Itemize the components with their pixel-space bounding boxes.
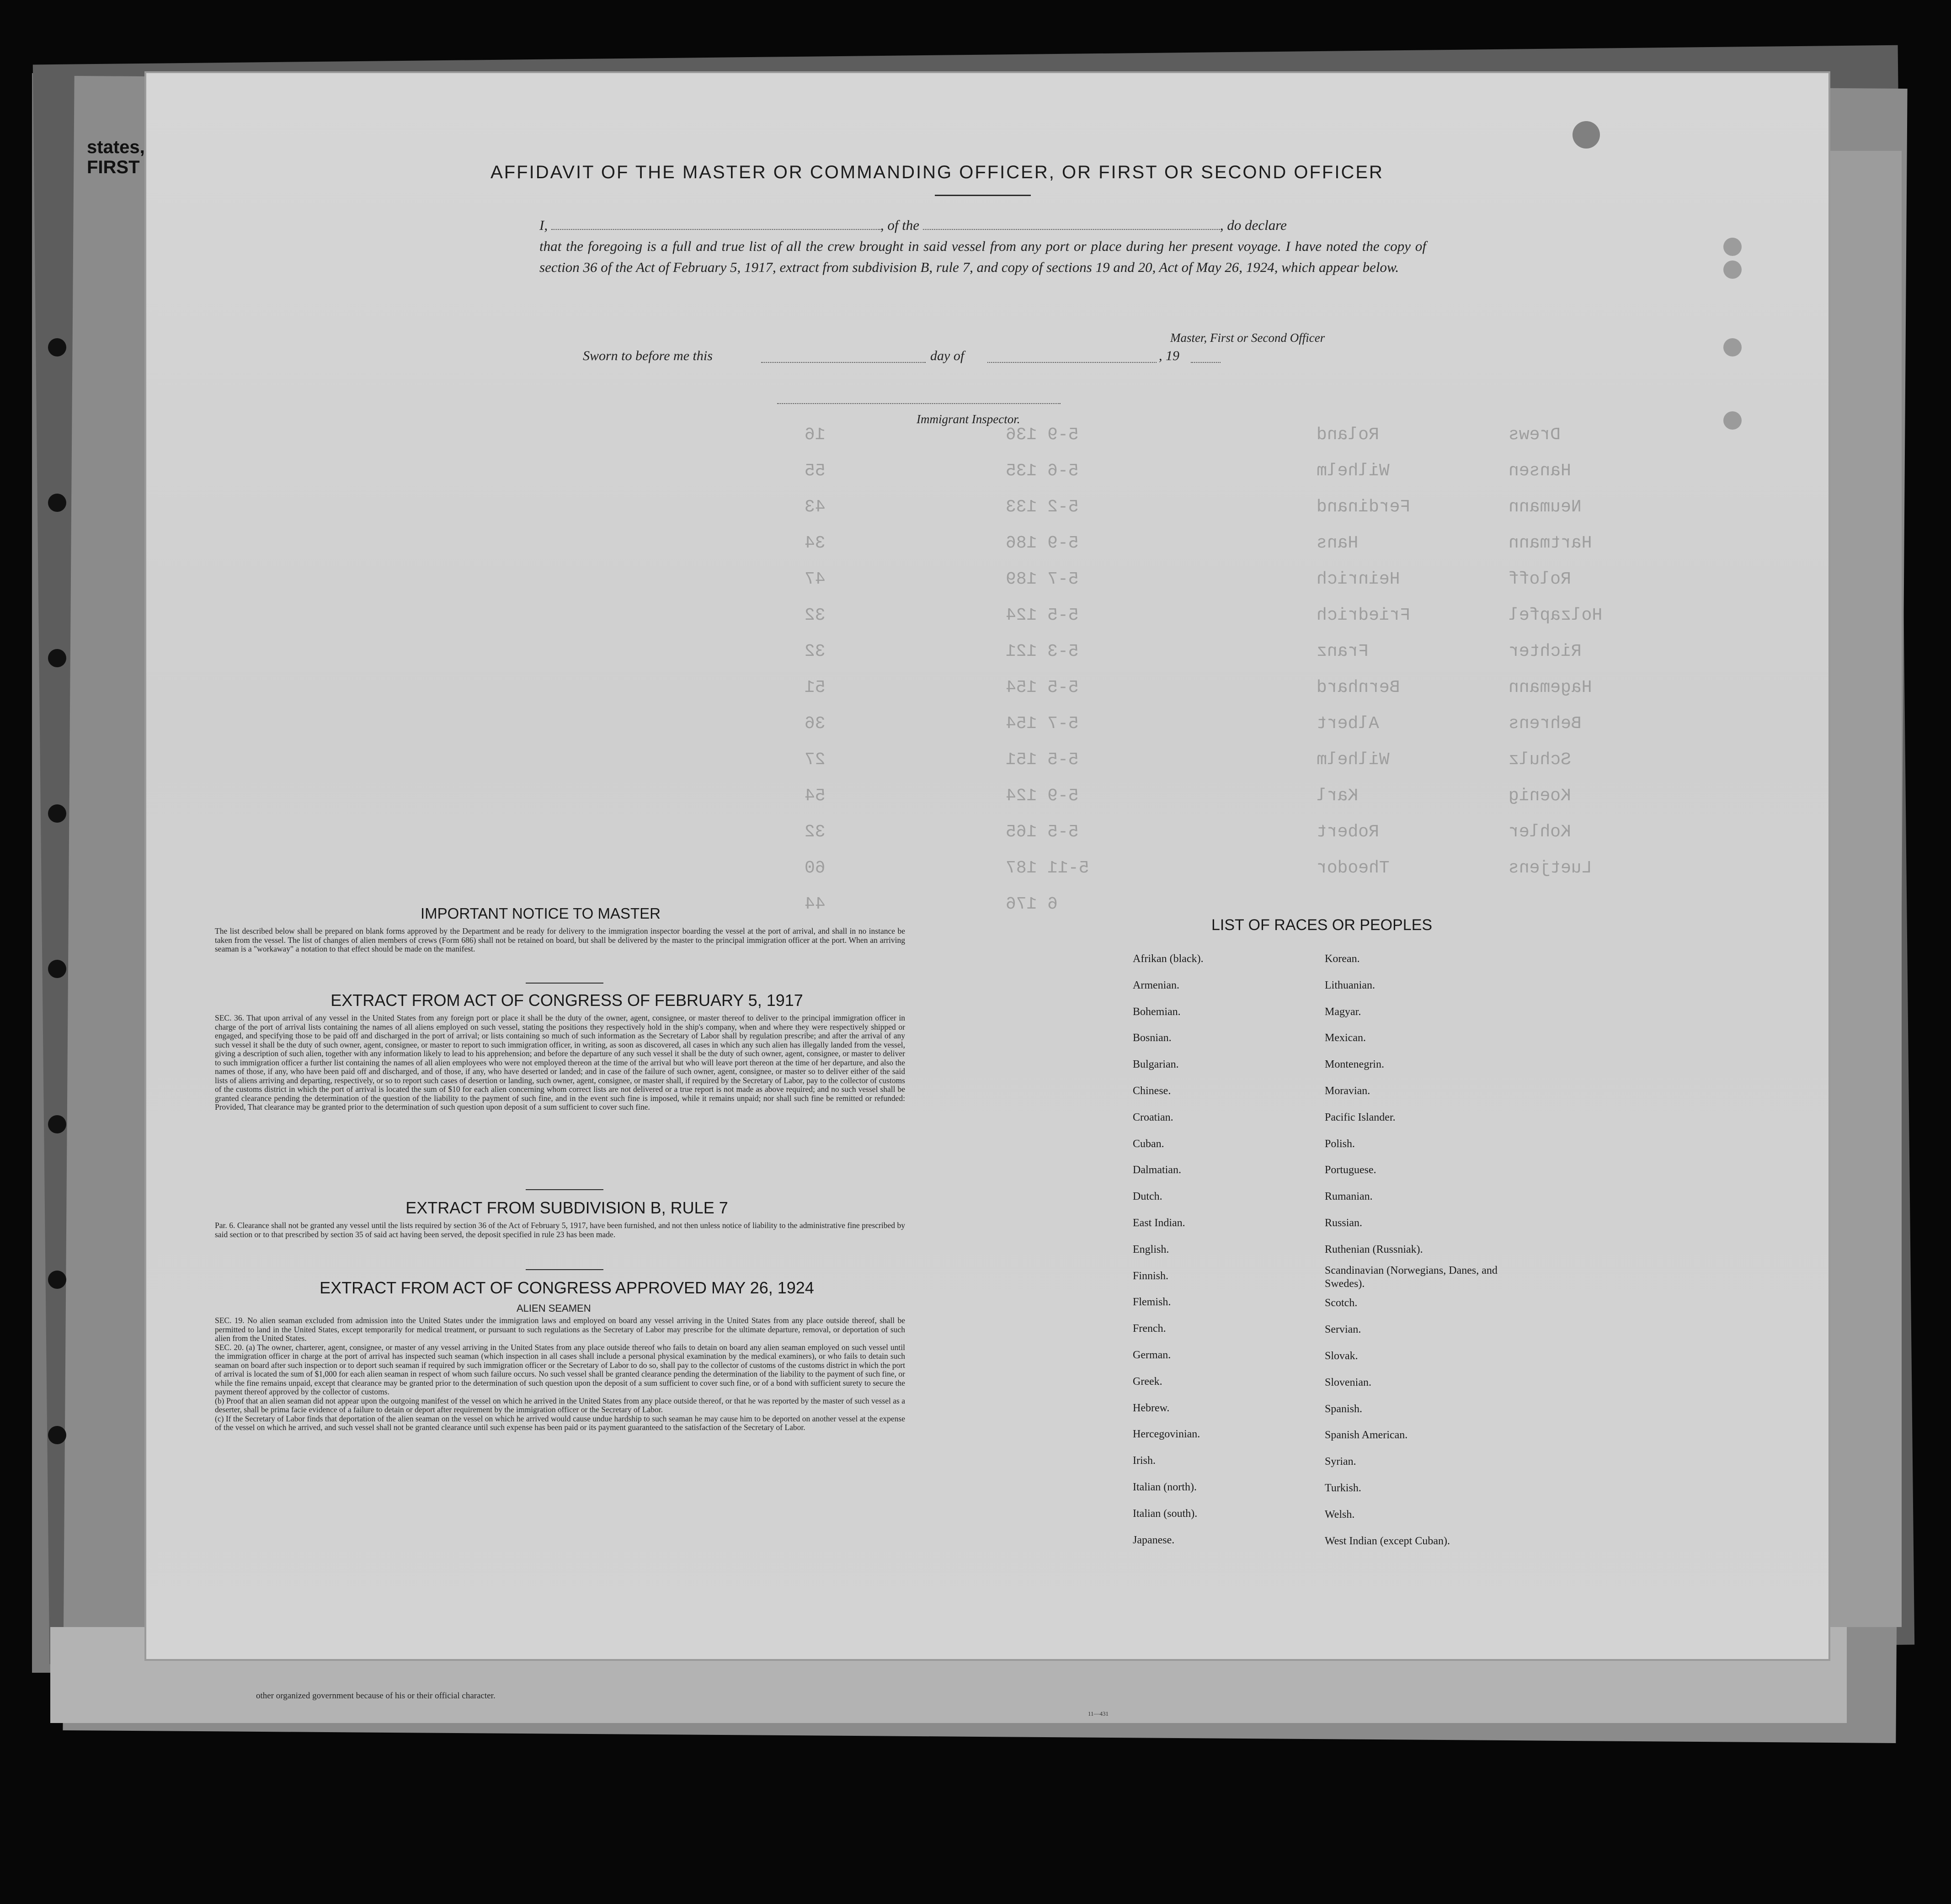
race-item: Bosnian. bbox=[1133, 1032, 1172, 1044]
declaration-body: that the foregoing is a full and true list of all the crew brought in said vessel from any port or place during her present voyage. I have noted the copy of section 36 of the Act of February 5, 1917, extract from subdivision B, rule 7, and copy of sections 19 and 20, Act of May 26, 1924, which appear below. bbox=[539, 238, 1426, 275]
race-item: Montenegrin. bbox=[1325, 1058, 1384, 1071]
bleed-through-entry: 5-5 154 bbox=[1006, 678, 1079, 697]
race-item: Dalmatian. bbox=[1133, 1164, 1181, 1176]
form-number: 11—431 bbox=[1088, 1710, 1109, 1717]
races-title: LIST OF RACES OR PEOPLES bbox=[1211, 916, 1433, 934]
race-item: Polish. bbox=[1325, 1138, 1355, 1150]
bleed-through-entry: 43 bbox=[805, 497, 826, 517]
left-strip-text bbox=[87, 137, 145, 177]
bleed-through-entry: Hans bbox=[1317, 533, 1359, 553]
bleed-through-entry: 60 bbox=[805, 858, 826, 878]
notice-title: IMPORTANT NOTICE TO MASTER bbox=[421, 905, 661, 922]
extract-1917-text: SEC. 36. That upon arrival of any vessel in the United States from any foreign port or place it shall be the duty of the owner, agent, consignee, or master thereof to deliver to the principal immigration officer in charge of the port of arrival lists containing the names of all aliens employed on such vessel, stating the positions they respectively hold in the ship's company, when and where they were respectively shipped or engaged, and specifying those to be paid off and discharged in the port of arrival; or lists containing so much of such information as the Secretary of Labor shall by regulation prescribe; and after the arrival of any such vessel it shall be the duty of such owner, agent, consignee, or master to report to such immigration officer, in writing, as soon as discovered, all cases in which any such alien has illegally landed from the vessel, giving a description of such alien, together with any information likely to lead to his apprehension; and before the departure of any such vessel it shall be the duty of such owner, agent, consignee, or master to deliver to such immigration officer a further list containing the names of all alien employees who were not employed thereon at the time of the arrival but who will leave port thereon at the time of her departure, and also the names of those, if any, who have been paid off and discharged, and of those, if any, who have deserted or landed; and in case of the failure of such owner, agent, consignee, or master so to deliver either of the said lists of aliens arriving and departing, respectively, or so to report such cases of desertion or landing, such owner, agent, consignee, or master shall, if required by the Secretary of Labor, pay to the collector of customs of the customs district in which the port of arrival is located the sum of $10 for each alien concerning whom correct lists are not delivered or a true report is not made as above required; and no such vessel shall be granted clearance pending the determination of the question of the liability to the payment of such fine, and in the event such fine is imposed, while it remains unpaid; nor shall such fine be remitted or refunded: Provided, That clearance may be granted prior to the determination of such question upon deposit of a sum sufficient to cover such fine. bbox=[215, 1013, 905, 1112]
bleed-through-entry: 5-9 124 bbox=[1006, 786, 1079, 806]
bleed-through-entry: Roland bbox=[1317, 425, 1379, 445]
race-item: Bulgarian. bbox=[1133, 1058, 1179, 1071]
race-item: Irish. bbox=[1133, 1455, 1156, 1467]
bleed-through-entry: Theodor bbox=[1317, 858, 1390, 878]
sworn-day-blank[interactable] bbox=[761, 351, 926, 363]
punch-hole bbox=[48, 494, 66, 512]
race-item: Flemish. bbox=[1133, 1296, 1171, 1308]
bleed-through-entry: Robert bbox=[1317, 822, 1379, 842]
page-mark bbox=[1723, 261, 1742, 279]
race-item: Spanish. bbox=[1325, 1403, 1363, 1415]
race-item: Magyar. bbox=[1325, 1005, 1361, 1018]
race-item: Cuban. bbox=[1133, 1138, 1164, 1150]
extract-rule7-rule bbox=[526, 1269, 603, 1270]
bleed-through-entry: 55 bbox=[805, 461, 826, 481]
sec-20b-text: (b) Proof that an alien seaman did not appear upon the outgoing manifest of the vessel on which he arrived in the United States from any place outside thereof, or that he was reported by the master of such vessel as a deserter, shall be prima facie evidence of a failure to detain or deport after requirement by the immigration officer or the Secretary of Labor. bbox=[215, 1396, 905, 1414]
bleed-through-entry: 5-9 136 bbox=[1006, 425, 1079, 445]
sworn-month-blank[interactable] bbox=[987, 351, 1157, 363]
bleed-through-entry: Franz bbox=[1317, 642, 1369, 661]
declaration-line bbox=[539, 215, 1426, 236]
race-item: Italian (south). bbox=[1133, 1507, 1198, 1520]
bleed-through-entry: Bernhard bbox=[1317, 678, 1400, 697]
punch-hole bbox=[48, 649, 66, 667]
inspector-label: Immigrant Inspector. bbox=[917, 412, 1020, 426]
bleed-through-entry: Hagemann bbox=[1509, 678, 1592, 697]
underlying-bottom-text: other organized government because of his or their official character. bbox=[256, 1691, 496, 1701]
race-item: Spanish American. bbox=[1325, 1429, 1408, 1441]
race-item: Finnish. bbox=[1133, 1270, 1169, 1282]
page-mark bbox=[1723, 338, 1742, 356]
affidavit-title: AFFIDAVIT OF THE MASTER OR COMMANDING OFFICER, OR FIRST OR SECOND OFFICER bbox=[490, 162, 1384, 182]
race-item: Portuguese. bbox=[1325, 1164, 1376, 1176]
race-item: Japanese. bbox=[1133, 1534, 1175, 1546]
race-item: Syrian. bbox=[1325, 1456, 1356, 1468]
bleed-through-entry: Heinrich bbox=[1317, 569, 1400, 589]
left-strip-line: states, bbox=[87, 137, 145, 157]
race-item: Welsh. bbox=[1325, 1508, 1355, 1521]
notice-text: The list described below shall be prepared on blank forms approved by the Department and be ready for delivery to the immigration inspector boarding the vessel at the port of arrival, and shall in no instance be taken from the vessel. The list of changes of alien members of crews (Form 686) shall not be retained on board, but shall be delivered by the master to the principal immigration officer at the port. When an arriving seaman is a "workaway" a notation to that effect should be made on the manifest. bbox=[215, 926, 905, 953]
bleed-through-entry: 5-2 133 bbox=[1006, 497, 1079, 517]
year-label: , 19 bbox=[1159, 348, 1179, 363]
of-the-label: , of the bbox=[880, 217, 920, 233]
extract-1924-text bbox=[215, 1316, 905, 1432]
race-item: Slovenian. bbox=[1325, 1376, 1371, 1388]
bleed-through-entry: 34 bbox=[805, 533, 826, 553]
bleed-through-entry: 32 bbox=[805, 642, 826, 661]
race-item: Croatian. bbox=[1133, 1111, 1173, 1123]
race-item: Bohemian. bbox=[1133, 1005, 1181, 1018]
race-item: Lithuanian. bbox=[1325, 979, 1375, 991]
race-item: Rumanian. bbox=[1325, 1191, 1373, 1203]
punch-hole bbox=[48, 1426, 66, 1444]
bleed-through-entry: 32 bbox=[805, 606, 826, 625]
declarant-name-blank[interactable] bbox=[551, 218, 880, 230]
bleed-through-entry: Roloff bbox=[1509, 569, 1571, 589]
bleed-through-entry: Kohler bbox=[1509, 822, 1571, 842]
race-item: Russian. bbox=[1325, 1217, 1363, 1229]
bleed-through-entry: Friedrich bbox=[1317, 606, 1411, 625]
bleed-through-entry: Neumann bbox=[1509, 497, 1582, 517]
bleed-through-entry: 44 bbox=[805, 894, 826, 914]
bleed-through-entry: 6 176 bbox=[1006, 894, 1058, 914]
bleed-through-entry: Hartmann bbox=[1509, 533, 1592, 553]
bleed-through-entry: Behrens bbox=[1509, 714, 1582, 734]
bleed-through-entry: 16 bbox=[805, 425, 826, 445]
vessel-name-blank[interactable] bbox=[923, 218, 1220, 230]
sworn-label: Sworn to before me this bbox=[583, 348, 713, 363]
inspector-signature-blank[interactable] bbox=[777, 392, 1061, 404]
sec-19-text: SEC. 19. No alien seaman excluded from admission into the United States under the immigration laws and employed on board any vessel arriving in the United States from any place outside thereof, shall be permitted to land in the United States, except temporarily for medical treatment, or pursuant to such regulations as the Secretary of Labor may prescribe for the ultimate departure, removal, or deportation of such alien from the United States. bbox=[215, 1316, 905, 1343]
bleed-through-entry: Luetjens bbox=[1509, 858, 1592, 878]
bleed-through-entry: Ferdinand bbox=[1317, 497, 1411, 517]
bleed-through-entry: Koenig bbox=[1509, 786, 1571, 806]
bleed-through-entry: 5-5 124 bbox=[1006, 606, 1079, 625]
bleed-through-entry: 5-7 189 bbox=[1006, 569, 1079, 589]
races-left-column bbox=[1133, 946, 1306, 1553]
race-item: Korean. bbox=[1325, 953, 1360, 965]
bleed-through-entry: 36 bbox=[805, 714, 826, 734]
bleed-through-entry: 51 bbox=[805, 678, 826, 697]
sec-20c-text: (c) If the Secretary of Labor finds that deportation of the alien seaman on the vessel on which he arrived would cause undue hardship to such seaman he may cause him to be deported on another vessel at the expense of the vessel on which he arrived, and such vessel shall not be granted clearance until such expense has been paid or its payment guaranteed to the satisfaction of the Secretary of Labor. bbox=[215, 1414, 905, 1432]
day-of-label: day of bbox=[930, 348, 965, 363]
race-item: Scotch. bbox=[1325, 1297, 1358, 1309]
race-item: East Indian. bbox=[1133, 1217, 1185, 1229]
page-mark bbox=[1573, 121, 1600, 149]
punch-hole bbox=[48, 1115, 66, 1133]
race-item: Ruthenian (Russniak). bbox=[1325, 1243, 1423, 1255]
race-item: Moravian. bbox=[1325, 1085, 1370, 1097]
bleed-through-entry: Hansen bbox=[1509, 461, 1571, 481]
bleed-through-entry: Schulz bbox=[1509, 750, 1571, 770]
race-item: Afrikan (black). bbox=[1133, 953, 1204, 965]
bleed-through-entry: 5-6 135 bbox=[1006, 461, 1079, 481]
extract-1917-rule bbox=[526, 1189, 603, 1190]
alien-seamen-subtitle: ALIEN SEAMEN bbox=[517, 1303, 591, 1314]
race-item: Greek. bbox=[1133, 1375, 1162, 1388]
race-item: Turkish. bbox=[1325, 1482, 1361, 1494]
race-item: West Indian (except Cuban). bbox=[1325, 1535, 1450, 1547]
race-item: Italian (north). bbox=[1133, 1481, 1197, 1493]
punch-hole bbox=[48, 338, 66, 356]
declarant-prefix: I, bbox=[539, 217, 548, 233]
race-item: Hercegovinian. bbox=[1133, 1428, 1200, 1441]
race-item: Slovak. bbox=[1325, 1350, 1358, 1362]
punch-hole bbox=[48, 804, 66, 823]
extract-rule7-text: Par. 6. Clearance shall not be granted any vessel until the lists required by section 36 of the Act of February 5, 1917, have been furnished, and not then unless notice of liability to the administrative fine prescribed by said section or to that prescribed by section 35 of said act having been served, the deposit specified in rule 23 has been made. bbox=[215, 1221, 905, 1239]
race-item: Pacific Islander. bbox=[1325, 1111, 1396, 1123]
race-item: French. bbox=[1133, 1323, 1166, 1335]
bleed-through-entry: 27 bbox=[805, 750, 826, 770]
sworn-year-blank[interactable] bbox=[1191, 351, 1221, 363]
race-item: Armenian. bbox=[1133, 979, 1179, 991]
race-item: English. bbox=[1133, 1243, 1169, 1255]
bleed-through-entry: Karl bbox=[1317, 786, 1359, 806]
bleed-through-entry: 47 bbox=[805, 569, 826, 589]
bleed-through-entry: Richter bbox=[1509, 642, 1582, 661]
bleed-through-entry: 54 bbox=[805, 786, 826, 806]
master-signature-label: Master, First or Second Officer bbox=[1170, 331, 1325, 345]
race-item: Servian. bbox=[1325, 1324, 1361, 1336]
race-item: Chinese. bbox=[1133, 1085, 1171, 1097]
extract-rule7-title: EXTRACT FROM SUBDIVISION B, RULE 7 bbox=[405, 1198, 728, 1217]
sec-20a-text: SEC. 20. (a) The owner, charterer, agent, consignee, or master of any vessel arriving in the United States from any place outside thereof who fails to detain on board any alien seaman employed on such vessel until the immigration officer in charge at the port of arrival has inspected such seaman (which inspection in all cases shall include a personal physical examination by the medical examiners), or who fails to detain such seaman on board after such inspection or to deport such seaman if required by such immigration officer or the Secretary of Labor to do so, shall pay to the collector of customs of the customs district in which the port of arrival is located the sum of $1,000 for each alien seaman in respect of whom such failure occurs. No such vessel shall be granted clearance pending the determination of the liability to the payment of such fine, or while the fine remains unpaid, except that clearance may be granted prior to the determination of such question upon the deposit of a sum sufficient to cover such fine, or of a bond with sufficient surety to secure the payment thereof approved by the collector of customs. bbox=[215, 1342, 905, 1396]
title-rule bbox=[935, 195, 1031, 196]
left-strip-line: FIRST bbox=[87, 157, 140, 177]
bleed-through-entry: 5-11 187 bbox=[1006, 858, 1089, 878]
race-item: Scandinavian (Norwegians, Danes, and Swedes). bbox=[1325, 1264, 1498, 1290]
punch-hole bbox=[48, 960, 66, 978]
race-item: Dutch. bbox=[1133, 1191, 1162, 1203]
affidavit-body bbox=[539, 215, 1426, 278]
bleed-through-entry: 5-9 186 bbox=[1006, 533, 1079, 553]
races-right-column bbox=[1325, 946, 1517, 1554]
bleed-through-entry: Albert bbox=[1317, 714, 1379, 734]
page-mark bbox=[1723, 411, 1742, 430]
page-mark bbox=[1723, 238, 1742, 256]
bleed-through-entry: Holzapfel bbox=[1509, 606, 1603, 625]
race-item: Mexican. bbox=[1325, 1032, 1366, 1044]
bleed-through-entry: 5-5 165 bbox=[1006, 822, 1079, 842]
bleed-through-entry: Drews bbox=[1509, 425, 1561, 445]
bleed-through-entry: 5-3 121 bbox=[1006, 642, 1079, 661]
bleed-through-entry: 5-5 151 bbox=[1006, 750, 1079, 770]
do-declare-label: , do declare bbox=[1220, 217, 1287, 233]
bleed-through-entry: Wilhelm bbox=[1317, 750, 1390, 770]
bleed-through-entry: 32 bbox=[805, 822, 826, 842]
race-item: Hebrew. bbox=[1133, 1402, 1170, 1414]
punch-hole bbox=[48, 1271, 66, 1289]
race-item: German. bbox=[1133, 1349, 1171, 1361]
notice-rule bbox=[526, 983, 603, 984]
bleed-through-entry: Wilhelm bbox=[1317, 461, 1390, 481]
bleed-through-entry: 5-7 154 bbox=[1006, 714, 1079, 734]
extract-1924-title: EXTRACT FROM ACT OF CONGRESS APPROVED MAY 26, 1924 bbox=[320, 1278, 814, 1297]
extract-1917-title: EXTRACT FROM ACT OF CONGRESS OF FEBRUARY 5, 1917 bbox=[330, 991, 803, 1010]
